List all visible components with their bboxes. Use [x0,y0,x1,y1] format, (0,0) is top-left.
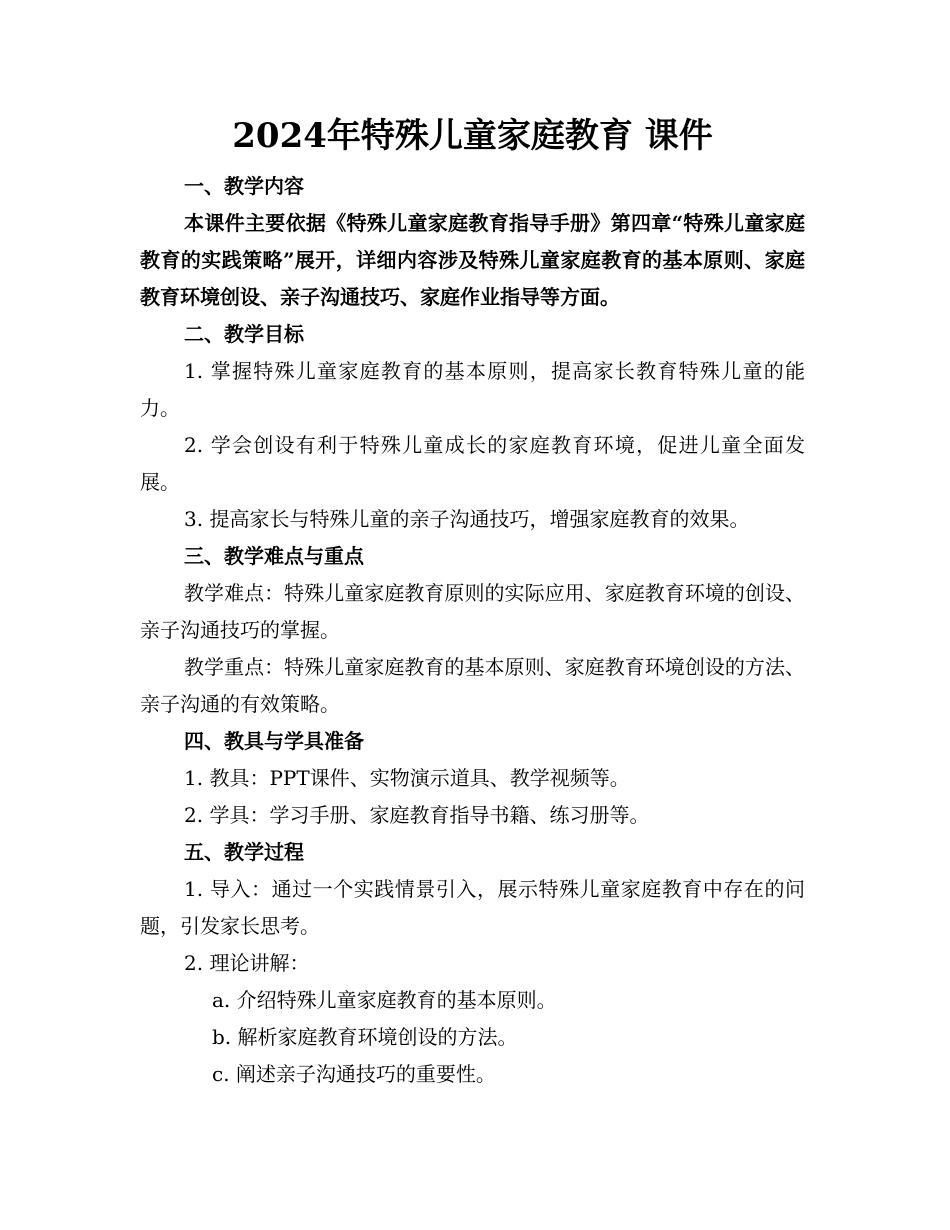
section-heading-materials: 四、教具与学具准备 [184,729,364,753]
process-subitem: c. 阐述亲子沟通技巧的重要性。 [212,1062,496,1086]
goal-item: 2. 学会创设有利于特殊儿童成长的家庭教育环境，促进儿童全面发展。 [140,433,805,494]
section-heading-teaching-content: 一、教学内容 [184,174,304,198]
teaching-difficulty: 教学难点：特殊儿童家庭教育原则的实际应用、家庭教育环境的创设、亲子沟通技巧的掌握。 [140,581,805,642]
process-item: 2. 理论讲解： [184,951,310,975]
document-title: 2024年特殊儿童家庭教育 课件 [232,116,713,156]
goal-item: 3. 提高家长与特殊儿童的亲子沟通技巧，增强家庭教育的效果。 [184,507,750,531]
section-heading-difficulties: 三、教学难点与重点 [184,544,364,568]
section-heading-process: 五、教学过程 [184,840,304,864]
section-body-teaching-content: 本课件主要依据《特殊儿童家庭教育指导手册》第四章“特殊儿童家庭教育的实践策略”展开，详细内容涉及特殊儿童家庭教育的基本原则、家庭教育环境创设、亲子沟通技巧、家庭作业指导等方面。 [140,211,805,309]
process-subitem: b. 解析家庭教育环境创设的方法。 [212,1025,518,1049]
goal-item: 1. 掌握特殊儿童家庭教育的基本原则，提高家长教育特殊儿童的能力。 [140,359,805,420]
section-heading-teaching-goals: 二、教学目标 [184,322,304,346]
teaching-key-points: 教学重点：特殊儿童家庭教育的基本原则、家庭教育环境创设的方法、亲子沟通的有效策略。 [140,655,805,716]
document-content [140,112,805,1093]
materials-item: 2. 学具：学习手册、家庭教育指导书籍、练习册等。 [184,803,650,827]
materials-item: 1. 教具：PPT课件、实物演示道具、教学视频等。 [184,766,630,790]
process-item: 1. 导入：通过一个实践情景引入，展示特殊儿童家庭教育中存在的问题，引发家长思考。 [140,877,805,938]
process-subitem: a. 介绍特殊儿童家庭教育的基本原则。 [212,988,557,1012]
